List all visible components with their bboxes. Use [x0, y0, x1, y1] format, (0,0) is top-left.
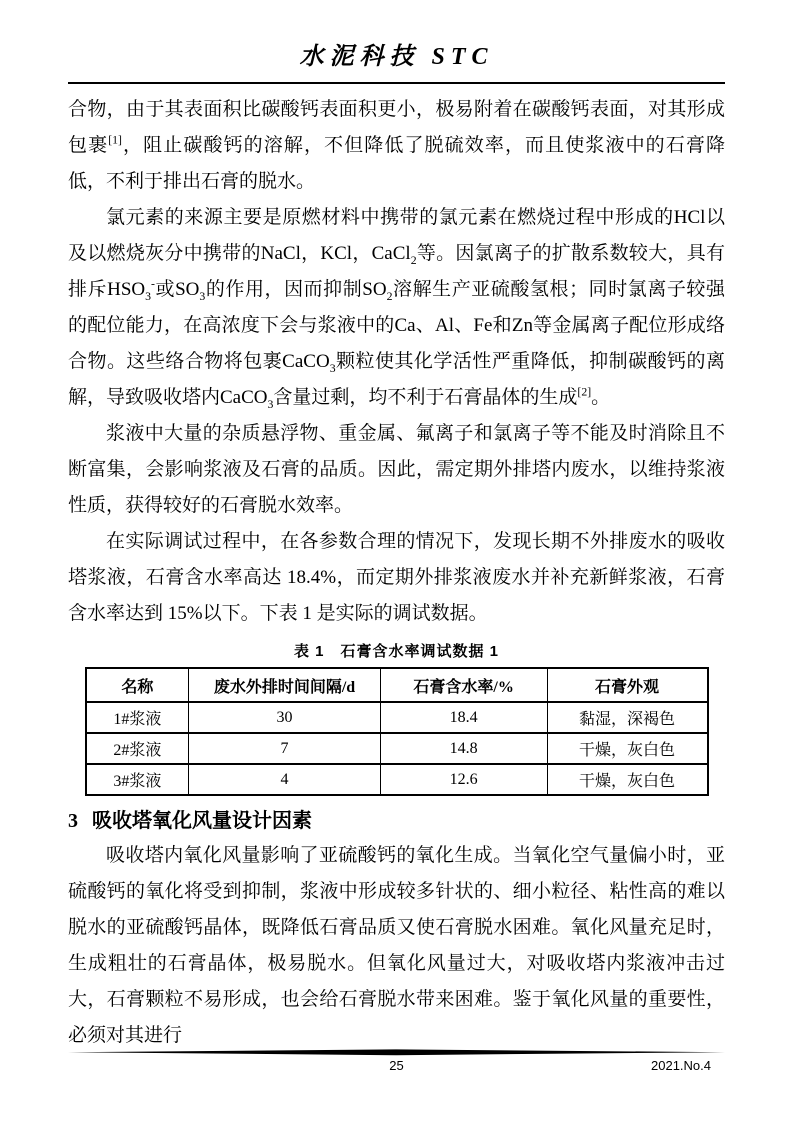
table-cell: 18.4 [380, 702, 547, 733]
table-header-moisture: 石膏含水率/% [380, 668, 547, 702]
table-cell: 黏湿，深褐色 [547, 702, 708, 733]
footer-row [68, 1058, 725, 1078]
section-title: 吸收塔氧化风量设计因素 [92, 810, 312, 832]
table-header-name: 名称 [86, 668, 189, 702]
issue-number: 2021.No.4 [651, 1058, 711, 1073]
table-header-interval: 废水外排时间间隔/d [189, 668, 381, 702]
table-header-appearance: 石膏外观 [547, 668, 708, 702]
section-heading-3 [68, 808, 725, 834]
table-cell: 3#浆液 [86, 764, 189, 795]
table-caption: 表 1 石膏含水率调试数据 1 [293, 643, 500, 660]
table-cell: 干燥，灰白色 [547, 764, 708, 795]
journal-title: 水泥科技 STC [299, 44, 494, 70]
page-number: 25 [389, 1058, 404, 1073]
section-number: 3 [68, 810, 78, 832]
table-cell: 7 [189, 733, 381, 764]
table-cell: 1#浆液 [86, 702, 189, 733]
table-cell: 12.6 [380, 764, 547, 795]
paragraph-oxidation-air: 吸收塔内氧化风量影响了亚硫酸钙的氧化生成。当氧化空气量偏小时，亚硫酸钙的氧化将受到抑制，浆液中形成较多针状的、细小粒径、粘性高的难以脱水的亚硫酸钙晶体，既降低石膏品质又使石膏脱水困难。氧化风量充足时，生成粗壮的石膏晶体，极易脱水。但氧化风量过大，对吸收塔内浆液冲击过大，石膏颗粒不易形成，也会给石膏脱水带来困难。鉴于氧化风量的重要性，必须对其进行 [68, 845, 725, 1046]
table-row [86, 764, 708, 795]
table-cell: 2#浆液 [86, 733, 189, 764]
paragraph-debug-process: 在实际调试过程中，在各参数合理的情况下，发现长期不外排废水的吸收塔浆液，石膏含水率高达 18.4%，而定期外排浆液废水并补充新鲜浆液，石膏含水率达到 15%以下。下表 1 是实际的调试数据。 [68, 531, 725, 624]
page-footer [68, 1049, 725, 1078]
paragraph-impurities: 浆液中大量的杂质悬浮物、重金属、氟离子和氯离子等不能及时消除且不断富集，会影响浆液及石膏的品质。因此，需定期外排塔内废水，以维持浆液性质，获得较好的石膏脱水效率。 [68, 423, 725, 516]
header-rule [68, 82, 725, 84]
paragraph-continued: 合物，由于其表面积比碳酸钙表面积更小，极易附着在碳酸钙表面，对其形成包裹[1]，阻止碳酸钙的溶解，不但降低了脱硫效率，而且使浆液中的石膏降低，不利于排出石膏的脱水。 [68, 99, 725, 192]
moisture-data-table [85, 667, 709, 796]
table-cell: 14.8 [380, 733, 547, 764]
table-cell: 干燥，灰白色 [547, 733, 708, 764]
footer-rule [68, 1049, 725, 1056]
table-row [86, 733, 708, 764]
table-cell: 4 [189, 764, 381, 795]
paragraph-chlorine-source: 氯元素的来源主要是原燃材料中携带的氯元素在燃烧过程中形成的HCl以及以燃烧灰分中携带的NaCl，KCl，CaCl$_2$等。因氯离子的扩散系数较大，具有排斥$HSO_3^-$或$SO_3$的作用，因而抑制$SO_2$溶解生产亚硫酸氢根；同时氯离子较强的配位能力，在高浓度下会与浆液中的Ca、Al、Fe和Zn等金属离子配位形成络合物。这些络合物将包裹CaCO$_3$颗粒使其化学活性严重降低，抑制碳酸钙的离解，导致吸收塔内CaCO$_3$含量过剩，均不利于石膏晶体的生成[2]。 [68, 207, 725, 411]
table-cell: 30 [189, 702, 381, 733]
table-header-row [86, 668, 708, 702]
table-row [86, 702, 708, 733]
